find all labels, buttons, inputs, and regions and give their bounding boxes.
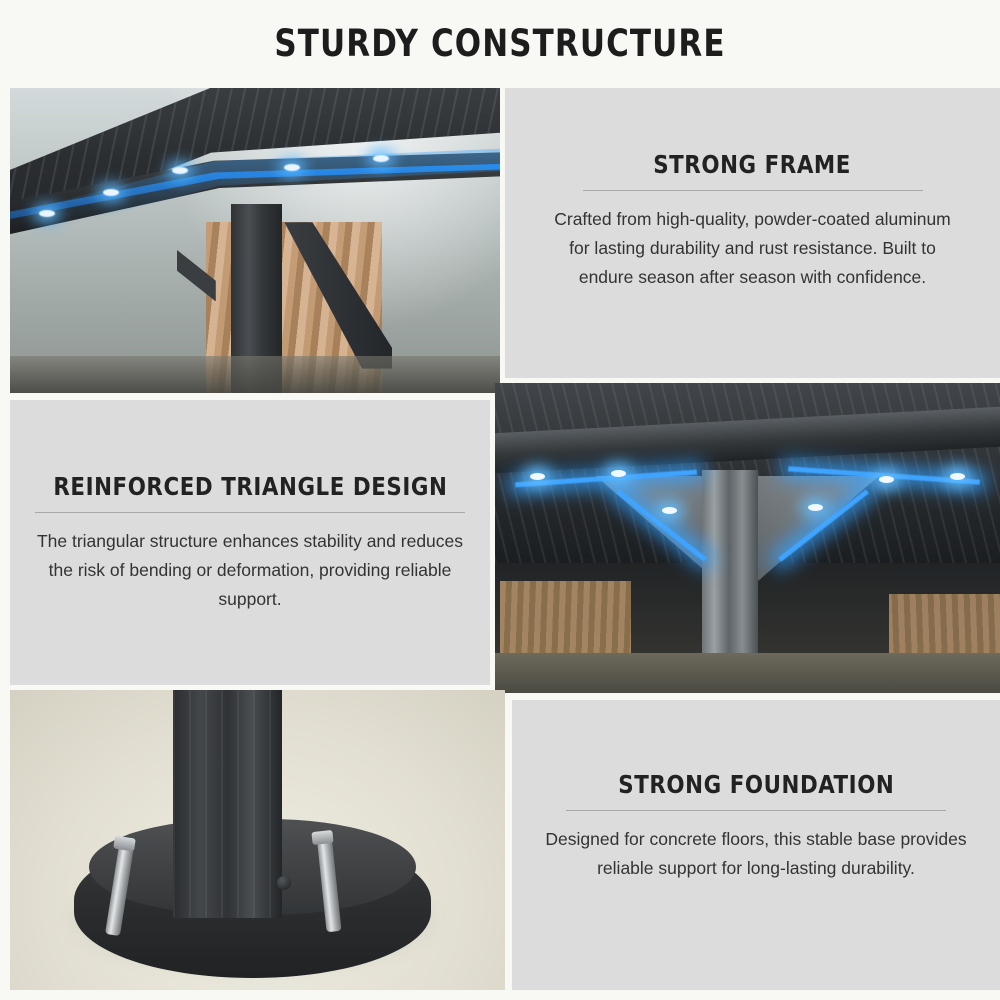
image-triangle-brace [495, 383, 1000, 693]
led-highlight [808, 504, 823, 511]
section-heading-foundation: STRONG FOUNDATION [617, 770, 895, 799]
divider [35, 512, 465, 513]
led-highlight [530, 473, 545, 480]
section-strong-foundation [512, 700, 1000, 990]
ground [495, 653, 1000, 693]
led-highlight [103, 189, 119, 196]
page-title: STURDY CONSTRUCTURE [274, 22, 726, 65]
anchor-bolt-head-right [311, 830, 333, 845]
led-highlight [611, 470, 626, 477]
section-strong-frame [505, 88, 1000, 378]
section-body-strong-frame: Crafted from high-quality, powder-coated aluminum for lasting durability and rust resistance. Built to endure season after season with confidence. [554, 209, 951, 287]
image-base-plate [10, 690, 505, 990]
ground [10, 356, 500, 393]
led-highlight [879, 476, 894, 483]
section-heading-strong-frame: STRONG FRAME [653, 150, 852, 179]
divider [566, 810, 946, 811]
led-highlight [950, 473, 965, 480]
section-body-foundation: Designed for concrete floors, this stable base provides reliable support for long-lasting durability. [545, 829, 967, 878]
image-roof-corner [10, 88, 500, 393]
divider [583, 190, 923, 191]
led-highlight [373, 155, 389, 162]
section-heading-triangle: REINFORCED TRIANGLE DESIGN [52, 472, 448, 501]
post-ribs [173, 690, 282, 918]
section-body-triangle: The triangular structure enhances stability and reduces the risk of bending or deformation, providing reliable support. [36, 531, 464, 609]
section-reinforced-triangle-design [10, 400, 490, 685]
led-highlight [662, 507, 677, 514]
